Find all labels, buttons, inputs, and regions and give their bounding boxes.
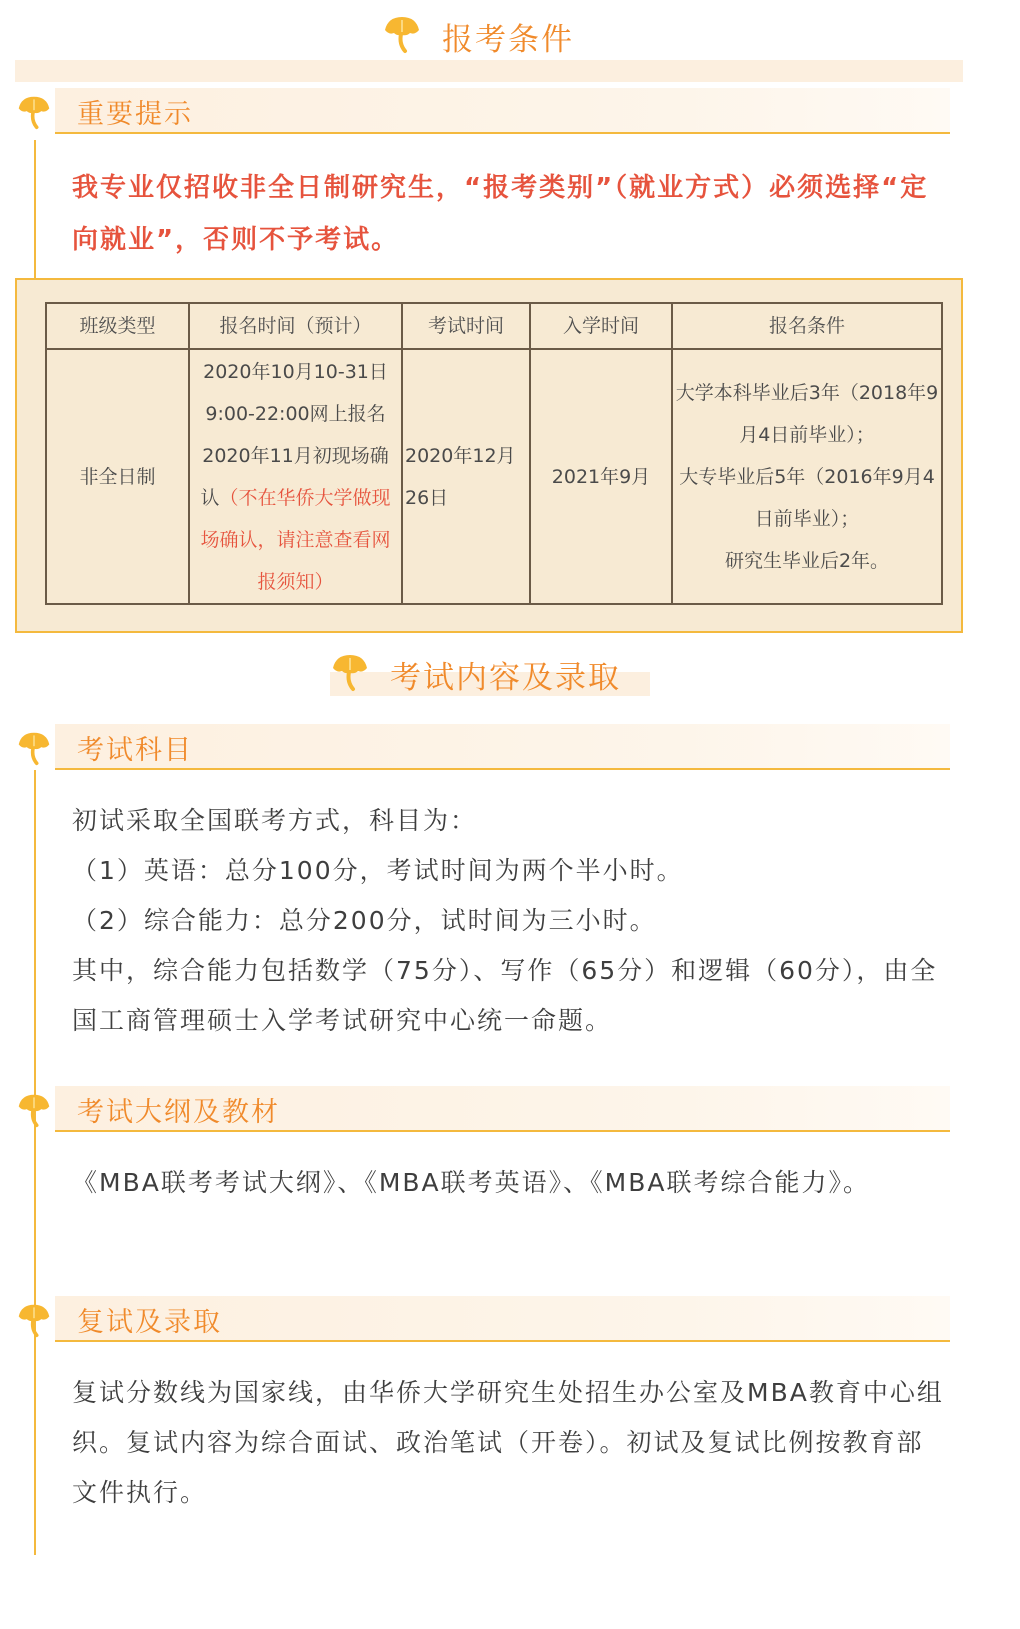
ginkgo-leaf-icon — [16, 94, 52, 130]
paragraph: 其中，综合能力包括数学（75分）、写作（65分）和逻辑（60分），由全国工商管理硕士入学考试研究中心统一命题。 — [72, 956, 938, 1035]
table-header-cell: 入学时间 — [530, 303, 672, 349]
subsection-title-syllabus: 考试大纲及教材 — [77, 1097, 280, 1128]
ginkgo-leaf-icon — [16, 1302, 52, 1338]
subsection-bar — [55, 724, 950, 770]
subsection-title-retest: 复试及录取 — [77, 1307, 222, 1338]
subsection-bar — [55, 1296, 950, 1342]
timeline-line — [34, 770, 36, 1555]
table-header-cell: 班级类型 — [46, 303, 189, 349]
schedule-table-panel — [15, 278, 963, 633]
subsection-title-subjects: 考试科目 — [77, 735, 193, 766]
registration-time-cell — [189, 349, 402, 604]
section-title-conditions: 报考条件 — [442, 22, 574, 58]
subsection-title-notice: 重要提示 — [77, 99, 193, 130]
paragraph: （1）英语：总分100分，考试时间为两个半小时。 — [72, 856, 684, 885]
registration-note — [192, 477, 399, 603]
subjects-text — [72, 796, 944, 1046]
table-row — [46, 349, 942, 604]
registration-line: 2020年10月10-31日 — [203, 360, 388, 383]
subsection-bar — [55, 88, 950, 134]
ginkgo-leaf-icon — [330, 652, 370, 692]
subsection-bar — [55, 1086, 950, 1132]
schedule-table — [45, 302, 943, 605]
table-header-cell: 考试时间 — [402, 303, 530, 349]
syllabus-text: 《MBA联考考试大纲》、《MBA联考英语》、《MBA联考综合能力》。 — [72, 1168, 870, 1197]
section-band — [15, 60, 963, 82]
class-type-cell: 非全日制 — [46, 349, 189, 604]
enrollment-time-cell: 2021年9月 — [530, 349, 672, 604]
conditions-cell — [672, 349, 942, 604]
table-header-row — [46, 303, 942, 349]
registration-confirm: 认 — [200, 486, 220, 509]
paragraph: 初试采取全国联考方式，科目为： — [72, 806, 478, 835]
registration-line: 2020年11月初现场确 — [202, 444, 389, 467]
table-header-cell: 报名条件 — [672, 303, 942, 349]
retest-text: 复试分数线为国家线，由华侨大学研究生处招生办公室及MBA教育中心组织。复试内容为综合面试、政治笔试（开卷）。初试及复试比例按教育部文件执行。 — [72, 1378, 944, 1507]
condition-line: 大学本科毕业后3年（2018年9月4日前毕业）； — [675, 381, 939, 446]
paragraph: （2）综合能力：总分200分，试时间为三小时。 — [72, 906, 657, 935]
ginkgo-leaf-icon — [382, 14, 422, 54]
ginkgo-leaf-icon — [16, 730, 52, 766]
registration-line: 9:00-22:00网上报名 — [205, 402, 386, 425]
registration-warning: （不在华侨大学做现场确认，请注意查看网报须知） — [200, 486, 391, 593]
important-notice-text: 我专业仅招收非全日制研究生，“报考类别”（就业方式）必须选择“定向就业”，否则不予考试。 — [72, 173, 929, 255]
condition-line: 研究生毕业后2年。 — [724, 549, 890, 572]
ginkgo-leaf-icon — [16, 1092, 52, 1128]
timeline-line — [34, 140, 36, 280]
condition-line: 大专毕业后5年（2016年9月4日前毕业）； — [679, 465, 935, 530]
exam-time-cell: 2020年12月26日 — [402, 349, 530, 604]
section-title-exam: 考试内容及录取 — [390, 660, 621, 696]
table-header-cell: 报名时间（预计） — [189, 303, 402, 349]
